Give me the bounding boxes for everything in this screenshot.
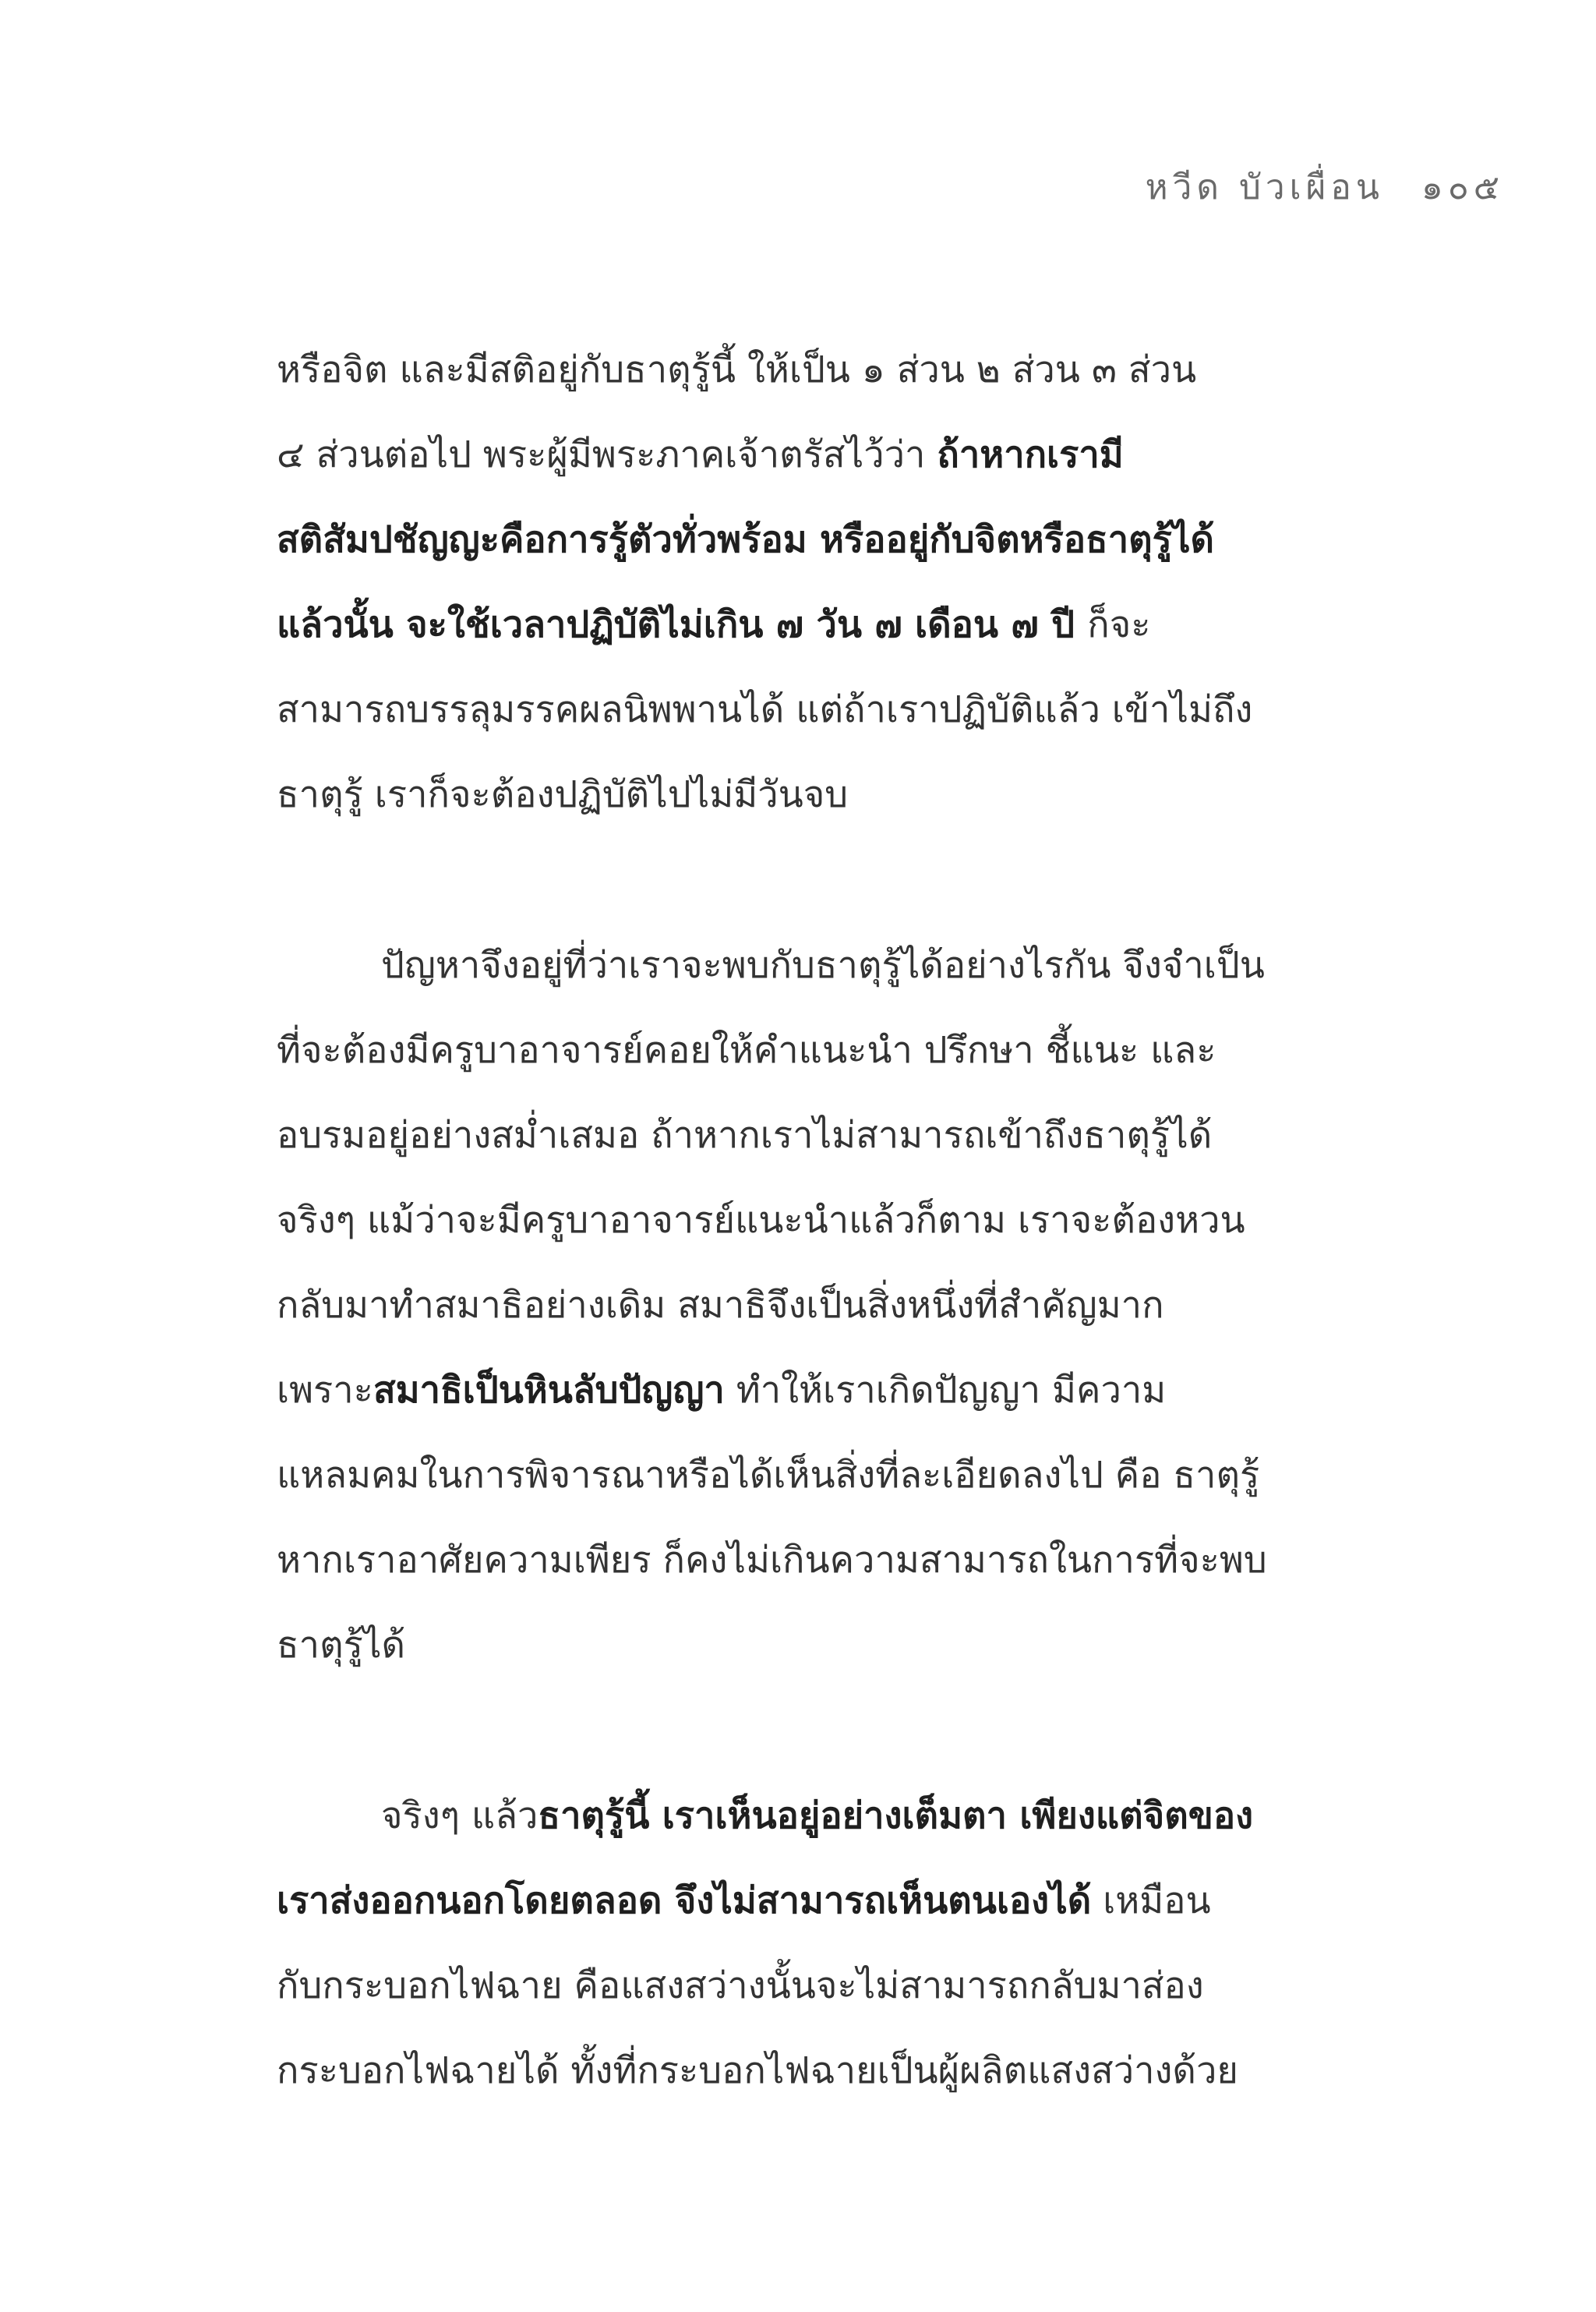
text-line xyxy=(277,412,1383,497)
text-run: ก็จะ xyxy=(1087,603,1151,646)
text-run: กลับมาทำสมาธิอย่างเดิม สมาธิจึงเป็นสิ่งหนึ่งที่สำคัญมาก xyxy=(277,1284,1164,1327)
text-run: ธาตุรู้ เราก็จะต้องปฏิบัติไปไม่มีวันจบ xyxy=(277,773,849,816)
text-line xyxy=(277,1263,1383,1348)
bold-text-run: เราส่งออกนอกโดยตลอด จึงไม่สามารถเห็นตนเองได้ xyxy=(277,1879,1092,1922)
text-line xyxy=(277,667,1383,752)
text-run: เหมือน xyxy=(1091,1879,1211,1922)
paragraph-3 xyxy=(277,1773,1383,2113)
text-line xyxy=(277,923,1383,1008)
text-line xyxy=(277,1178,1383,1263)
text-run: เพราะ xyxy=(277,1369,373,1412)
text-line xyxy=(277,1603,1383,1688)
text-line xyxy=(277,1433,1383,1518)
bold-text-run: ถ้าหากเรามี xyxy=(937,433,1124,476)
text-run: จริงๆ แม้ว่าจะมีครูบาอาจารย์แนะนำแล้วก็ตาม เราจะต้องหวน xyxy=(277,1199,1245,1242)
body-text xyxy=(277,327,1383,2199)
text-run: ธาตุรู้ได้ xyxy=(277,1624,406,1667)
text-line xyxy=(277,2028,1383,2113)
text-line xyxy=(277,582,1383,667)
text-run: ทำให้เราเกิดปัญญา มีความ xyxy=(724,1369,1167,1412)
text-line xyxy=(277,327,1383,412)
header-author: หวีด บัวเผื่อน xyxy=(1145,168,1384,207)
text-line xyxy=(277,497,1383,582)
text-run: หรือจิต และมีสติอยู่กับธาตุรู้นี้ ให้เป็น ๑ ส่วน ๒ ส่วน ๓ ส่วน xyxy=(277,348,1197,391)
text-run: กระบอกไฟฉายได้ ทั้งที่กระบอกไฟฉายเป็นผู้ผลิตแสงสว่างด้วย xyxy=(277,2049,1238,2092)
paragraph-2 xyxy=(277,923,1383,1688)
text-run: ที่จะต้องมีครูบาอาจารย์คอยให้คำแนะนำ ปรึกษา ชี้แนะ และ xyxy=(277,1029,1216,1072)
text-line xyxy=(277,1518,1383,1603)
text-run: ๔ ส่วนต่อไป พระผู้มีพระภาคเจ้าตรัสไว้ว่า xyxy=(277,433,937,476)
text-run: สามารถบรรลุมรรคผลนิพพานได้ แต่ถ้าเราปฏิบัติแล้ว เข้าไม่ถึง xyxy=(277,688,1253,731)
text-line xyxy=(277,1348,1383,1433)
text-run: ปัญหาจึงอยู่ที่ว่าเราจะพบกับธาตุรู้ได้อย่างไรกัน จึงจำเป็น xyxy=(381,944,1265,987)
bold-text-run: สมาธิเป็นหินลับปัญญา xyxy=(373,1369,725,1412)
text-line xyxy=(277,1858,1383,1943)
bold-text-run: สติสัมปชัญญะคือการรู้ตัวทั่วพร้อม หรืออยู่กับจิตหรือธาตุรู้ได้ xyxy=(277,518,1215,561)
text-line xyxy=(277,1008,1383,1093)
bold-text-run: ธาตุรู้นี้ เราเห็นอยู่อย่างเต็มตา เพียงแต่จิตของ xyxy=(538,1794,1254,1837)
running-header xyxy=(1124,160,1504,214)
text-line xyxy=(277,1943,1383,2028)
text-run: แหลมคมในการพิจารณาหรือได้เห็นสิ่งที่ละเอียดลงไป คือ ธาตุรู้ xyxy=(277,1454,1260,1497)
text-run: หากเราอาศัยความเพียร ก็คงไม่เกินความสามารถในการที่จะพบ xyxy=(277,1539,1267,1582)
paragraph-1 xyxy=(277,327,1383,837)
text-run: อบรมอยู่อย่างสม่ำเสมอ ถ้าหากเราไม่สามารถเข้าถึงธาตุรู้ได้ xyxy=(277,1114,1213,1157)
bold-text-run: แล้วนั้น จะใช้เวลาปฏิบัติไม่เกิน ๗ วัน ๗ เดือน ๗ ปี xyxy=(277,603,1088,646)
text-line xyxy=(277,1773,1383,1858)
text-run: จริงๆ แล้ว xyxy=(381,1794,538,1837)
text-line xyxy=(277,752,1383,837)
text-run: กับกระบอกไฟฉาย คือแสงสว่างนั้นจะไม่สามารถกลับมาส่อง xyxy=(277,1964,1204,2007)
page-number: ๑๐๕ xyxy=(1421,168,1504,207)
text-line xyxy=(277,1093,1383,1178)
